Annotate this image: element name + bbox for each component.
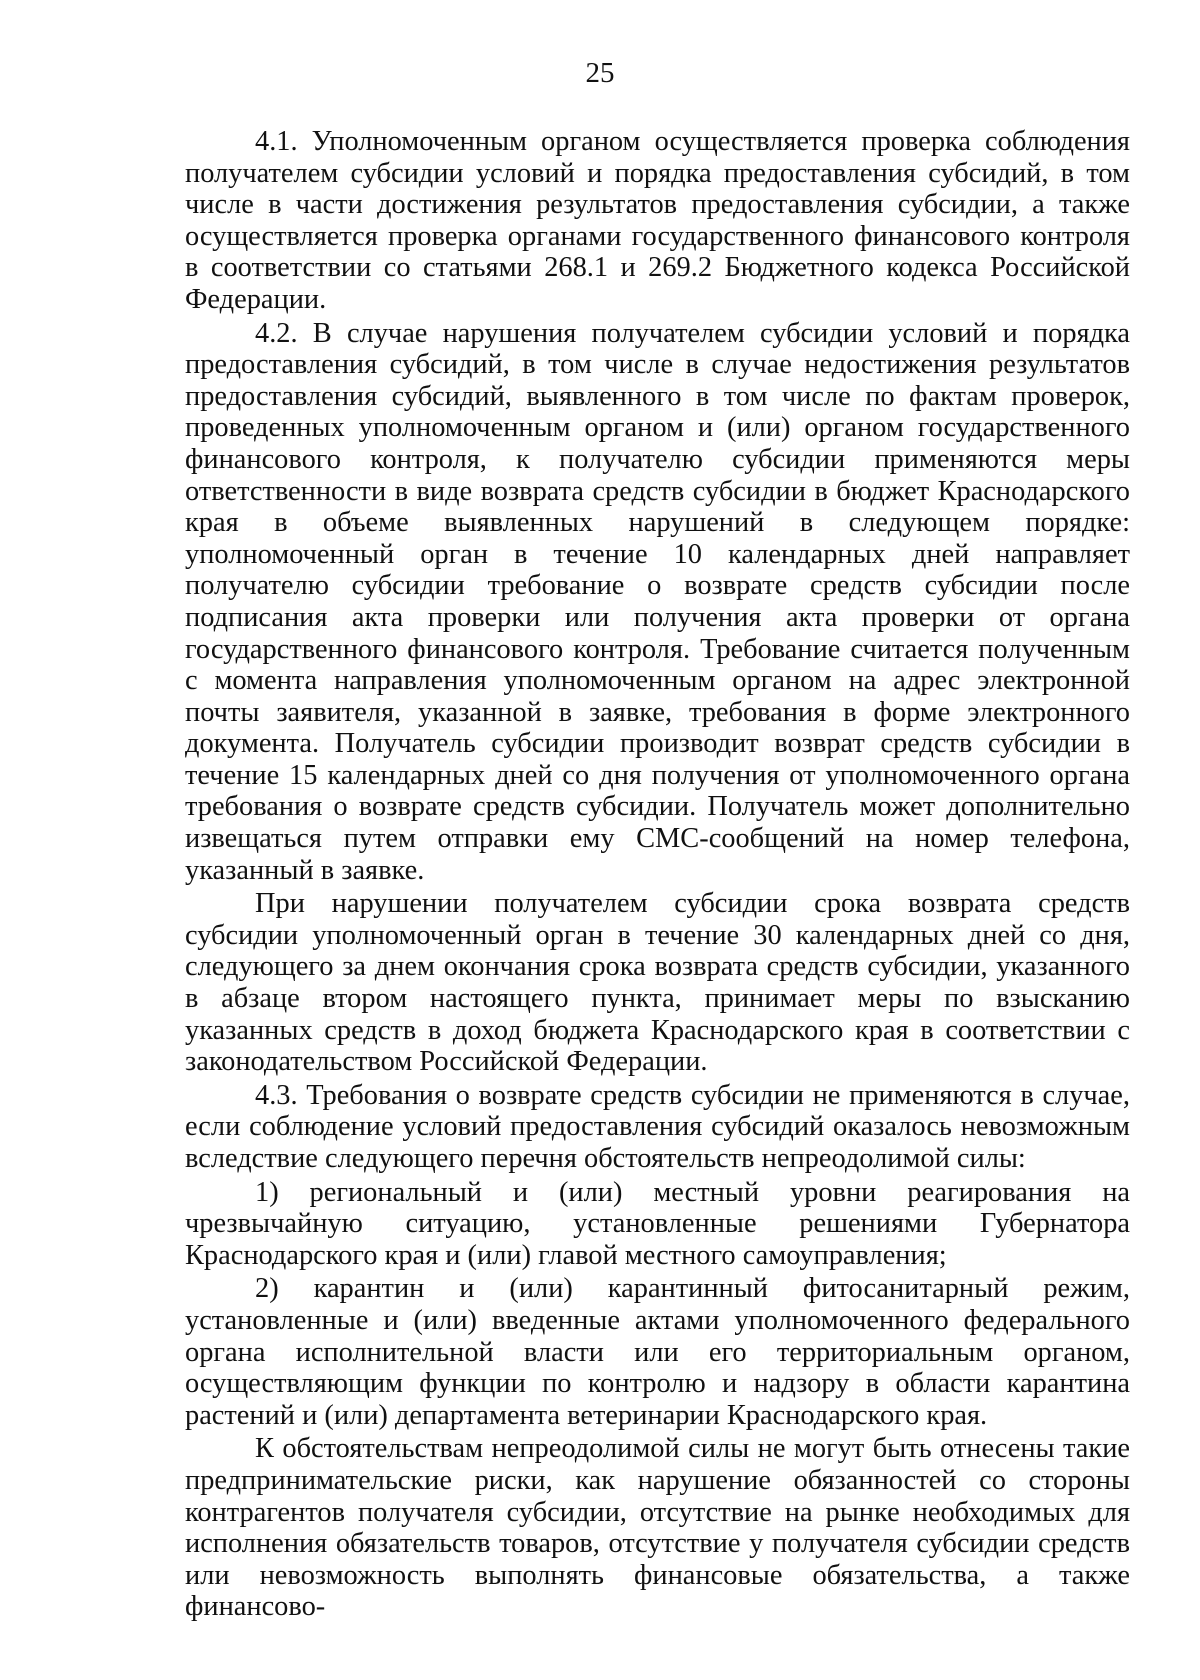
list-item-2: 2) карантин и (или) карантинный фитосанитарный режим, установленные и (или) введенные актами уполномоченного федерального органа исполнительной власти или его территориальным органом, осуществляющим функции по контролю и надзору в области карантина растений и (или) департамента ветеринарии Краснодарского края. [185,1273,1130,1431]
list-item-1: 1) региональный и (или) местный уровни реагирования на чрезвычайную ситуацию, установленные решениями Губернатора Краснодарского края и (или) главой местного самоуправления; [185,1176,1130,1271]
page-number: 25 [585,57,615,89]
document-body [185,126,1130,1623]
paragraph-4-1: 4.1. Уполномоченным органом осуществляется проверка соблюдения получателем субсидии условий и порядка предоставления субсидий, в том числе в части достижения результатов предоставления субсидии, а также осуществляется проверка органами государственного финансового контроля в соответствии со статьями 268.1 и 269.2 Бюджетного кодекса Российской Федерации. [185,126,1130,315]
paragraph-4-2: 4.2. В случае нарушения получателем субсидии условий и порядка предоставления субсидий, в том числе в случае недостижения результатов предоставления субсидий, выявленного в том числе по фактам проверок, проведенных уполномоченным органом и (или) органом государственного финансового контроля, к получателю субсидии применяются меры ответственности в виде возврата средств субсидии в бюджет Краснодарского края в объеме выявленных нарушений в следующем порядке: уполномоченный орган в течение 10 календарных дней направляет получателю субсидии требование о возврате средств субсидии после подписания акта проверки или получения акта проверки от органа государственного финансового контроля. Требование считается полученным с момента направления уполномоченным органом на адрес электронной почты заявителя, указанной в заявке, требования в форме электронного документа. Получатель субсидии производит возврат средств субсидии в течение 15 календарных дней со дня получения от уполномоченного органа требования о возврате средств субсидии. Получатель может дополнительно извещаться путем отправки ему СМС-сообщений на номер телефона, указанный в заявке. [185,317,1130,886]
paragraph-4-3: 4.3. Требования о возврате средств субсидии не применяются в случае, если соблюдение условий предоставления субсидий оказалось невозможным вследствие следующего перечня обстоятельств непреодолимой силы: [185,1079,1130,1174]
paragraph-force-majeure-exclusions: К обстоятельствам непреодолимой силы не могут быть отнесены такие предпринимательские риски, как нарушение обязанностей со стороны контрагентов получателя субсидии, отсутствие на рынке необходимых для исполнения обязательств товаров, отсутствие у получателя субсидии средств или невозможность выполнять финансовые обязательства, а также финансово- [185,1433,1130,1623]
paragraph-violation-deadline: При нарушении получателем субсидии срока возврата средств субсидии уполномоченный орган в течение 30 календарных дней со дня, следующего за днем окончания срока возврата средств субсидии, указанного в абзаце втором настоящего пункта, принимает меры по взысканию указанных средств в доход бюджета Краснодарского края в соответствии с законодательством Российской Федерации. [185,888,1130,1078]
